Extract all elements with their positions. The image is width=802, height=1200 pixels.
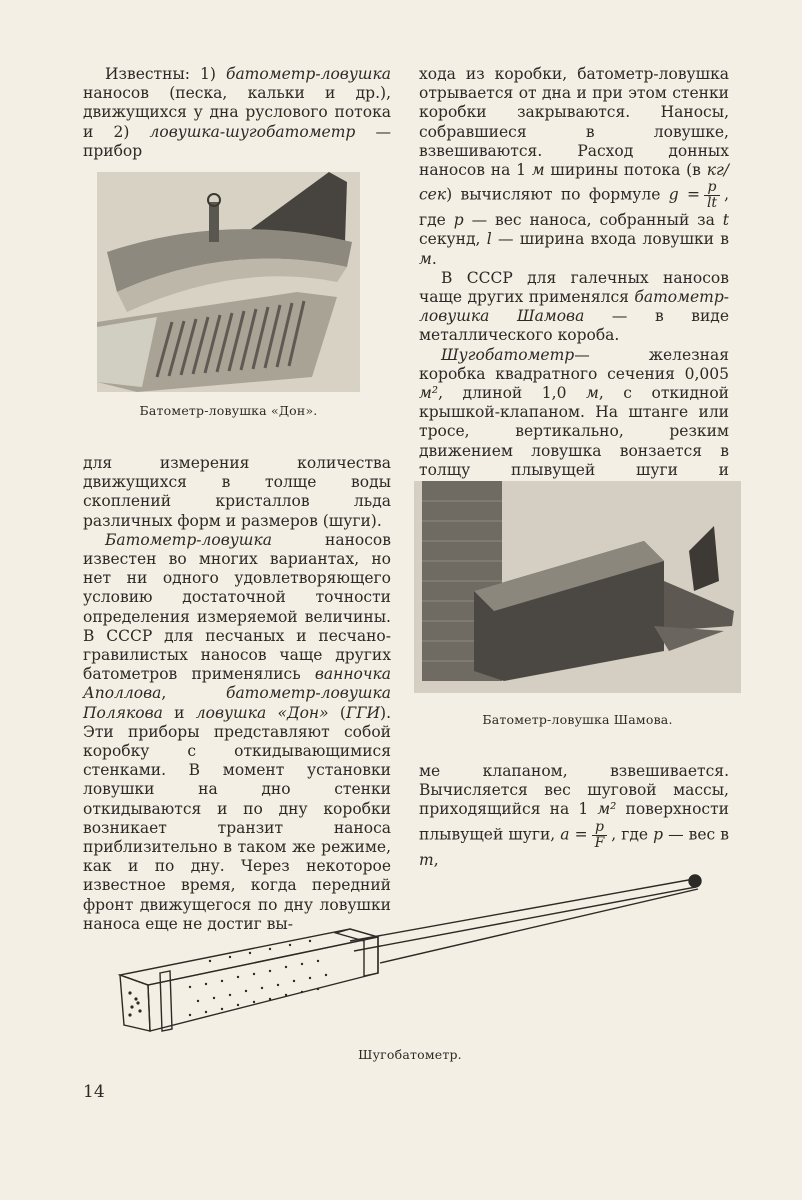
- page-number: 14: [83, 1082, 105, 1102]
- caption-shamov: Батометр-ловушка Шамова.: [482, 712, 673, 727]
- paragraph-intro: Известны: 1) батометр-ловушка наносов (песка, кальки и др.), движущихся у дна руслового потока и 2) ловушка-шугобатометр — прибор: [83, 65, 391, 160]
- formula-a-fraction: $\frac{p}{F}$: [592, 820, 608, 851]
- right-column-bottom: [419, 762, 729, 870]
- drawing-shugobatometer: [110, 865, 720, 1045]
- paragraph-batometer-trap: Батометр-ловушка наносов известен во многих вариантах, но нет ни одного удовлетворяющего условию достаточной точности определения измеряемой величины. В СССР для песчаных и песчано-гравилистых наносов чаще других батометров применялись ванночка Аполлова, батометр-ловушка Полякова и ловушка «Дон» (ГГИ). Эти приборы представляют собой коробку с откидывающимися стенками. В момент установки ловушки на дно стенки откидываются и по дну коробки возникает транзит наноса приблизительно в таком же режиме, как и по дну. Через некоторое известное время, когда передний фронт движущегося по дну ловушки наноса еще не достиг вы-: [83, 530, 391, 933]
- photo-don-trap: [97, 172, 360, 392]
- don-trap-illustration: [97, 172, 360, 392]
- formula-g-fraction: $\frac{p}{lt}$: [704, 180, 720, 211]
- paragraph-shugobatometer: Шугобатометр— железная коробка квадратного сечения 0,005 м², длиной 1,0 м, с откидной крышкой-клапаном. На штанге или тросе, вертикально, резким движением ловушка вонзается в толщу плывущей шуги и: [419, 345, 729, 479]
- left-column-top: [83, 65, 391, 161]
- shamov-trap-illustration: [414, 481, 741, 693]
- right-column-top: [419, 65, 729, 538]
- formula-a-lhs: a =: [560, 825, 588, 844]
- caption-shugobatometer: Шугобатометр.: [358, 1047, 462, 1062]
- photo-shamov-trap: [414, 481, 741, 693]
- paragraph-trap-continued: хода из коробки, батометр-ловушка отрывается от дна и при этом стенки коробки закрываются. Наносы, собравшиеся в ловушке, взвешиваются. Расход донных наносов на 1 м ширины потока (в кг/сек) вычисляют по формуле g = $\frac{p}{lt}$ , где p — вес наноса, собранный за t секунд, l — ширина входа ловушки в м.: [419, 65, 730, 268]
- formula-g-lhs: g =: [668, 185, 700, 204]
- shugobatometer-illustration: [110, 865, 720, 1045]
- left-column-bottom: [83, 454, 391, 934]
- paragraph-shuga-definition: для измерения количества движущихся в толще воды скоплений кристаллов льда различных форм и размеров (шуги).: [83, 454, 391, 530]
- caption-don: Батометр-ловушка «Дон».: [139, 403, 318, 418]
- paragraph-shamov: В СССР для галечных наносов чаще других применялся батометр-ловушка Шамова — в виде металлического короба.: [419, 268, 729, 345]
- paragraph-shuga-weight: ме клапаном, взвешивается. Вычисляется вес шуговой массы, приходящийся на 1 м² поверхности плывущей шуги, a = $\frac{p}{F}$ , где p — вес в т,: [419, 762, 730, 869]
